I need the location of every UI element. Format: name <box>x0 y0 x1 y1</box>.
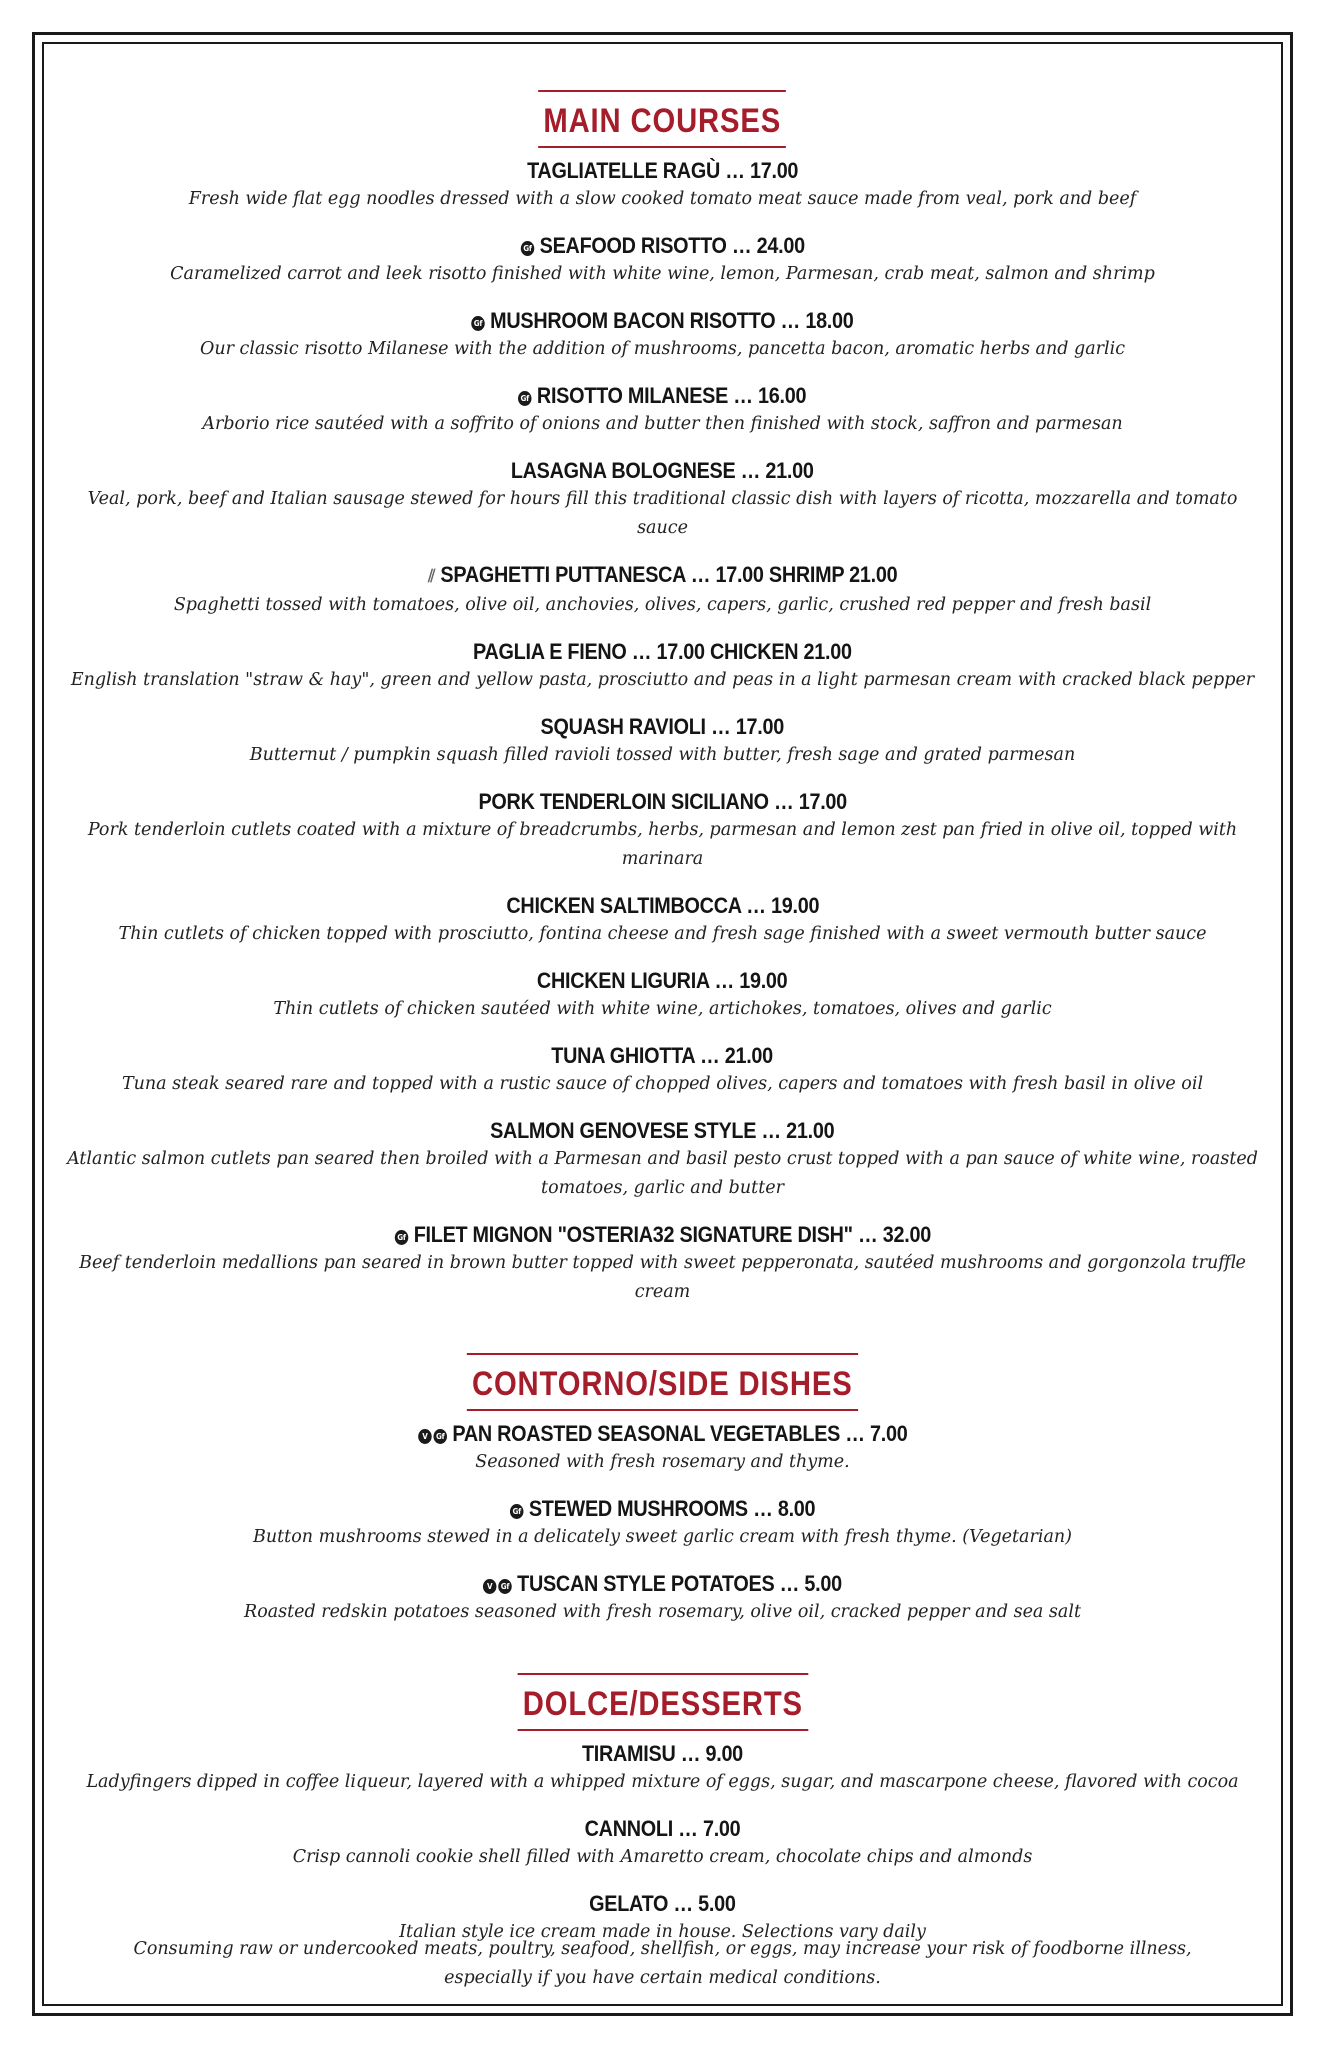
item-name: GELATO … 5.00 <box>589 1891 736 1916</box>
item-name-row <box>520 231 804 260</box>
item-name: TUSCAN STYLE POTATOES … 5.00 <box>517 1571 842 1596</box>
item-name-row <box>394 1220 930 1249</box>
item-name: STEWED MUSHROOMS … 8.00 <box>528 1496 816 1521</box>
item-name: PAGLIA E FIENO … 17.00 CHICKEN 21.00 <box>473 639 852 664</box>
item-name: FILET MIGNON "OSTERIA32 SIGNATURE DISH" … 32.00 <box>413 1222 931 1247</box>
menu-item-tiramisu <box>60 1739 1265 1797</box>
menu-item-chicken-saltimbocca <box>60 891 1265 949</box>
item-name: MUSHROOM BACON RISOTTO … 18.00 <box>490 308 854 333</box>
item-name: PAN ROASTED SEASONAL VEGETABLES … 7.00 <box>452 1421 908 1446</box>
menu-item-tuna-ghiotta <box>60 1041 1265 1099</box>
item-description: Pork tenderloin cutlets coated with a mixture of breadcrumbs, herbs, parmesan and lemon zest pan fried in olive oil, topped with marinara <box>87 820 1238 869</box>
menu-item-mushroom-bacon-risotto <box>60 306 1265 364</box>
item-name: CHICKEN LIGURIA … 19.00 <box>537 968 788 993</box>
item-description: Veal, pork, beef and Italian sausage stewed for hours fill this traditional classic dish with layers of ricotta, mozzarella and tomato sauce <box>87 489 1238 538</box>
gluten-free-icon: Gf <box>433 1429 447 1444</box>
menu-item-paglia-e-fieno <box>60 637 1265 695</box>
side-dishes-section <box>60 1341 1265 1627</box>
main-courses-heading-wrap <box>60 78 1265 148</box>
item-name: PORK TENDERLOIN SICILIANO … 17.00 <box>478 789 847 814</box>
item-description: English translation "straw & hay", green and yellow pasta, prosciutto and peas in a light parmesan cream with cracked black pepper <box>70 670 1255 690</box>
item-name: TAGLIATELLE RAGÙ … 17.00 <box>526 158 799 183</box>
menu-item-stewed-mushrooms <box>60 1494 1265 1552</box>
menu-item-squash-ravioli <box>60 712 1265 770</box>
no-wheat-icon: ⫽ <box>427 566 435 587</box>
side-dishes-title: CONTORNO/SIDE DISHES <box>467 1353 858 1411</box>
food-safety-disclaimer: Consuming raw or undercooked meats, poultry, seafood, shellfish, or eggs, may increase your risk of foodborne illness, especially if you have certain medical conditions. <box>133 1939 1192 1988</box>
item-description: Crisp cannoli cookie shell filled with Amaretto cream, chocolate chips and almonds <box>292 1847 1033 1867</box>
item-name: SQUASH RAVIOLI … 17.00 <box>540 714 785 739</box>
main-courses-title: MAIN COURSES <box>538 90 786 148</box>
item-name: TUNA GHIOTTA … 21.00 <box>551 1043 774 1068</box>
item-name: CANNOLI … 7.00 <box>584 1816 741 1841</box>
item-name: SPAGHETTI PUTTANESCA … 17.00 SHRIMP 21.00 <box>440 562 898 587</box>
item-description: Button mushrooms stewed in a delicately sweet garlic cream with fresh thyme. (Vegetarian) <box>253 1527 1072 1547</box>
menu-item-tuscan-potatoes <box>60 1569 1265 1627</box>
vegetarian-icon: V <box>483 1579 497 1594</box>
item-description: Arborio rice sautéed with a soffrito of onions and butter then finished with stock, saffron and parmesan <box>202 414 1123 434</box>
item-description: Spaghetti tossed with tomatoes, olive oil, anchovies, olives, capers, garlic, crushed red pepper and fresh basil <box>173 595 1152 615</box>
menu-content <box>60 78 1265 1981</box>
menu-item-pork-tenderloin <box>60 787 1265 874</box>
item-description: Caramelized carrot and leek risotto finished with white wine, lemon, Parmesan, crab meat, salmon and shrimp <box>170 264 1155 284</box>
desserts-section <box>60 1661 1265 1947</box>
menu-item-tagliatelle <box>60 156 1265 214</box>
gluten-free-icon: Gf <box>510 1504 523 1519</box>
menu-item-seasonal-vegetables <box>60 1419 1265 1477</box>
menu-item-lasagna <box>60 456 1265 543</box>
item-description: Seasoned with fresh rosemary and thyme. <box>475 1452 850 1472</box>
item-description: Roasted redskin potatoes seasoned with fresh rosemary, olive oil, cracked pepper and sea salt <box>244 1602 1081 1622</box>
item-name-row <box>428 560 897 591</box>
item-description: Ladyfingers dipped in coffee liqueur, layered with a whipped mixture of eggs, sugar, and mascarpone cheese, flavored with cocoa <box>86 1772 1239 1792</box>
menu-item-puttanesca <box>60 560 1265 620</box>
vegetarian-icon: V <box>418 1429 432 1444</box>
item-description: Butternut / pumpkin squash filled ravioli tossed with butter, fresh sage and grated parmesan <box>249 745 1076 765</box>
menu-item-cannoli <box>60 1814 1265 1872</box>
item-name: LASAGNA BOLOGNESE … 21.00 <box>511 458 814 483</box>
item-name-row <box>483 1569 842 1598</box>
menu-item-risotto-milanese <box>60 381 1265 439</box>
menu-item-chicken-liguria <box>60 966 1265 1024</box>
item-name-row <box>518 381 806 410</box>
item-description: Thin cutlets of chicken sautéed with white wine, artichokes, tomatoes, olives and garlic <box>273 999 1052 1019</box>
side-dishes-heading-wrap <box>60 1341 1265 1411</box>
menu-item-filet-mignon <box>60 1220 1265 1307</box>
desserts-heading-wrap <box>60 1661 1265 1731</box>
gluten-free-icon: Gf <box>518 391 532 406</box>
item-description: Thin cutlets of chicken topped with prosciutto, fontina cheese and fresh sage finished with a sweet vermouth butter sauce <box>118 924 1207 944</box>
item-description: Tuna steak seared rare and topped with a rustic sauce of chopped olives, capers and tomatoes with fresh basil in olive oil <box>121 1074 1204 1094</box>
item-name-row <box>471 306 853 335</box>
menu-item-seafood-risotto <box>60 231 1265 289</box>
item-description: Fresh wide flat egg noodles dressed with a slow cooked tomato meat sauce made from veal, pork and beef <box>188 189 1137 209</box>
item-description: Atlantic salmon cutlets pan seared then broiled with a Parmesan and basil pesto crust topped with a pan sauce of white wine, roasted tomatoes, garlic and butter <box>67 1149 1258 1198</box>
item-name: CHICKEN SALTIMBOCCA … 19.00 <box>506 893 819 918</box>
item-description: Italian style ice cream made in house. Selections vary daily <box>399 1922 926 1942</box>
desserts-title: DOLCE/DESSERTS <box>517 1673 807 1731</box>
gluten-free-icon: Gf <box>520 241 534 256</box>
item-name: TIRAMISU … 9.00 <box>582 1741 743 1766</box>
menu-item-salmon-genovese <box>60 1116 1265 1203</box>
item-name: SALMON GENOVESE STYLE … 21.00 <box>490 1118 835 1143</box>
item-description: Beef tenderloin medallions pan seared in brown butter topped with sweet pepperonata, sautéed mushrooms and gorgonzola truffle cream <box>79 1253 1246 1302</box>
gluten-free-icon: Gf <box>498 1579 512 1594</box>
item-description: Our classic risotto Milanese with the addition of mushrooms, pancetta bacon, aromatic herbs and garlic <box>200 339 1125 359</box>
gluten-free-icon: Gf <box>471 316 485 331</box>
item-name: SEAFOOD RISOTTO … 24.00 <box>539 233 805 258</box>
item-name-row <box>418 1419 907 1448</box>
main-courses-section <box>60 78 1265 1307</box>
item-name: RISOTTO MILANESE … 16.00 <box>537 383 807 408</box>
item-name-row <box>510 1494 815 1523</box>
gluten-free-icon: Gf <box>394 1230 408 1245</box>
